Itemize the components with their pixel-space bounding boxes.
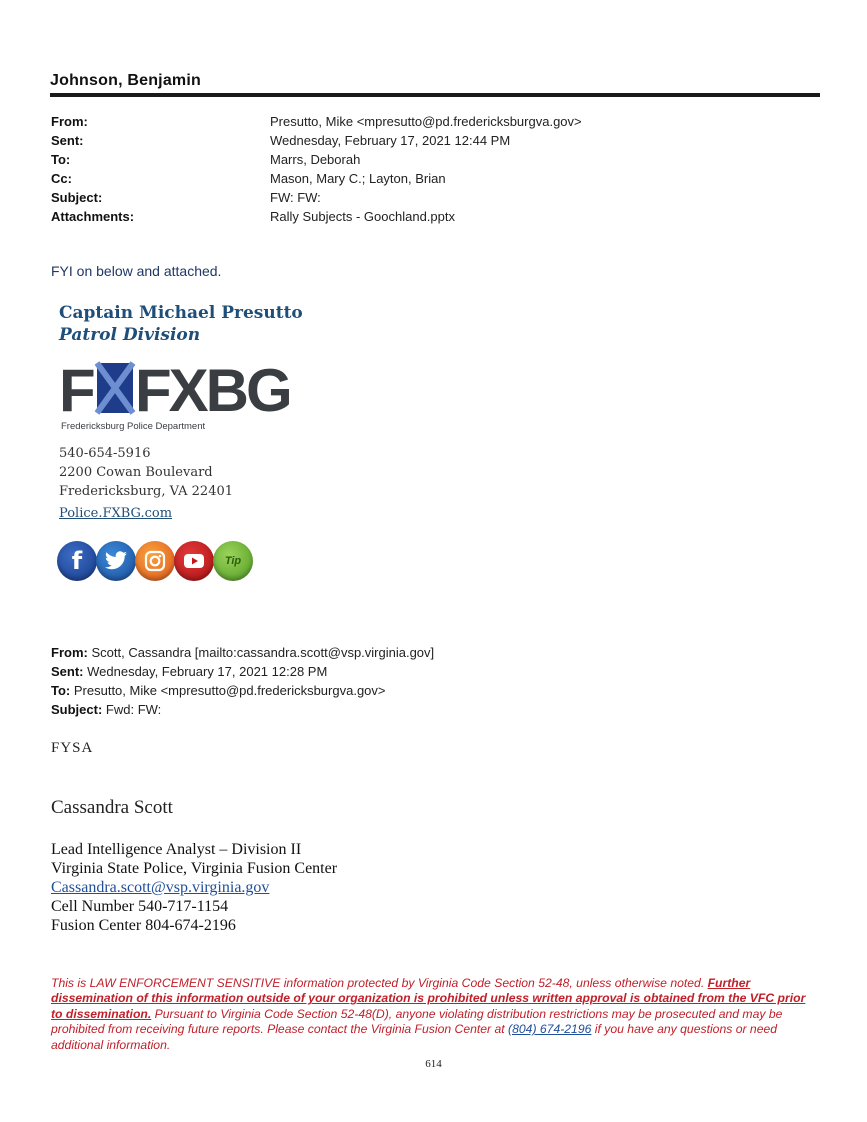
header-value: Mason, Mary C.; Layton, Brian [270,171,446,186]
header-label: Sent: [51,133,84,148]
signature-scott-name: Cassandra Scott [51,797,173,818]
disclaimer-part1: This is LAW ENFORCEMENT SENSITIVE information protected by Virginia Code Section 52-48, unless otherwise noted. [51,976,708,990]
youtube-icon[interactable] [174,541,214,581]
page-number: 614 [425,1058,442,1070]
forwarded-sent-value: Wednesday, February 17, 2021 12:28 PM [87,664,328,679]
header-label: Subject: [51,190,103,205]
forwarded-subject-value: Fwd: FW: [105,702,162,717]
page-header [50,72,820,97]
signature-address-line2: Fredericksburg, VA 22401 [59,484,234,499]
forwarded-to-label: To: [51,683,71,698]
signature-address-line1: 2200 Cowan Boulevard [59,465,213,480]
forwarded-from-value: Scott, Cassandra [mailto:cassandra.scott@vsp.virginia.gov] [91,645,435,660]
forwarded-to [51,681,434,700]
attachment-link[interactable]: Rally Subjects - Goochland.pptx [270,209,455,224]
header-row-cc [51,169,582,188]
logo-caption: Fredericksburg Police Department [61,421,206,432]
forwarded-from [51,643,434,662]
header-row-from [51,112,582,131]
signature-name: Captain Michael Presutto [59,303,303,323]
mailbox-owner-name: Johnson, Benjamin [50,72,201,89]
forwarded-to-value: Presutto, Mike <mpresutto@pd.fredericksburgva.gov> [73,683,386,698]
header-row-attachments [51,207,582,226]
header-label: From: [51,114,88,129]
forwarded-subject-label: Subject: [51,702,103,717]
signature-scott-org: Virginia State Police, Virginia Fusion Center [51,860,338,877]
header-row-subject [51,188,582,207]
instagram-icon[interactable] [135,541,175,581]
website-link[interactable]: Police.FXBG.com [59,506,173,521]
header-value: Wednesday, February 17, 2021 12:44 PM [270,133,511,148]
logo-letters: FXBG [135,357,290,424]
fxbg-logo [59,355,290,435]
facebook-icon[interactable]: f [57,541,97,581]
signature-presutto [59,303,303,345]
fysa-note: FYSA [51,740,94,756]
signature-scott-email-link[interactable]: Cassandra.scott@vsp.virginia.gov [51,879,270,896]
les-disclaimer [51,976,811,1053]
tip-icon[interactable] [213,541,253,581]
signature-scott-cell: Cell Number 540-717-1154 [51,898,229,915]
forwarded-sent [51,662,434,681]
svg-text:F: F [59,357,92,424]
social-icons [57,541,252,581]
signature-scott [51,840,337,935]
header-value: Marrs, Deborah [270,152,361,167]
twitter-icon[interactable] [96,541,136,581]
header-label: Cc: [51,171,72,186]
disclaimer-part2: Pursuant to Virginia Code Section 52-48(D), anyone violating distribution restrictions may be prosecuted and may be prohibited from receiving future reports. Please contact the Virginia Fusion Center at [51,1006,783,1037]
header-label: To: [51,152,71,167]
signature-division: Patrol Division [59,325,201,345]
header-rule [50,93,820,97]
email-header [51,112,582,226]
signature-contact [59,444,233,501]
signature-scott-title: Lead Intelligence Analyst – Division II [51,841,302,858]
disclaimer-phone-link[interactable]: (804) 674-2196 [508,1022,592,1037]
body-intro: FYI on below and attached. [51,263,222,279]
header-label: Attachments: [51,209,135,224]
tip-icon-label: Tip [224,555,242,567]
header-value: FW: FW: [270,190,321,205]
forwarded-header [51,643,434,719]
header-row-sent [51,131,582,150]
header-row-to [51,150,582,169]
forwarded-subject [51,700,434,719]
header-value: Presutto, Mike <mpresutto@pd.fredericksburgva.gov> [270,114,582,129]
disclaimer-part3: if you have any questions or need additional information. [51,1022,778,1052]
forwarded-sent-label: Sent: [51,664,84,679]
forwarded-from-label: From: [51,645,88,660]
disclaimer-bold: Further dissemination of this information outside of your organization is prohibited unless written approval is obtained from the VFC prior to dissemination. [51,976,806,1021]
signature-phone: 540-654-5916 [59,446,151,461]
signature-scott-fusion: Fusion Center 804-674-2196 [51,917,236,934]
